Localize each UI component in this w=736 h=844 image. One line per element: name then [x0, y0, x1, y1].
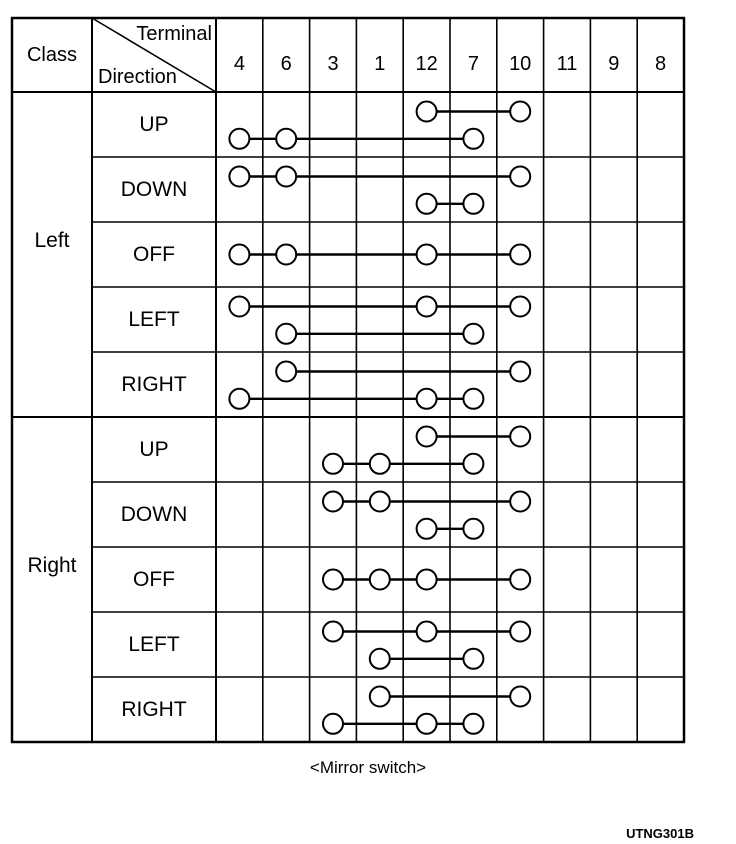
terminal-node-7	[463, 194, 483, 214]
terminal-header: Terminal	[136, 23, 212, 45]
terminal-node-4	[229, 167, 249, 187]
terminal-label-6: 6	[280, 53, 292, 75]
terminal-node-4	[229, 245, 249, 265]
connection-group	[417, 427, 531, 447]
terminal-node-12	[417, 102, 437, 122]
terminal-node-1	[370, 492, 390, 512]
class-label-right: Right	[27, 554, 77, 577]
terminal-node-7	[463, 714, 483, 734]
terminal-node-3	[323, 454, 343, 474]
connection-group	[417, 102, 531, 122]
terminal-node-4	[229, 297, 249, 317]
connection-group	[229, 297, 530, 317]
direction-header: Direction	[98, 66, 177, 88]
connection-group	[323, 492, 530, 512]
direction-label: LEFT	[128, 308, 180, 331]
figure-caption: <Mirror switch>	[309, 758, 427, 777]
terminal-node-12	[417, 389, 437, 409]
table-border	[12, 18, 684, 742]
terminal-node-4	[229, 389, 249, 409]
terminal-node-12	[417, 427, 437, 447]
terminal-label-11: 11	[556, 53, 578, 75]
terminal-label-9: 9	[608, 53, 620, 75]
class-header: Class	[26, 44, 78, 66]
terminal-node-1	[370, 687, 390, 707]
direction-label: OFF	[133, 243, 175, 266]
terminal-node-12	[417, 245, 437, 265]
connection-group	[323, 570, 530, 590]
terminal-node-4	[229, 129, 249, 149]
terminal-node-10	[510, 687, 530, 707]
table-headers	[27, 23, 666, 88]
figure-code: UTNG301B	[626, 826, 694, 841]
connection-group	[229, 167, 530, 187]
terminal-node-3	[323, 570, 343, 590]
direction-label: DOWN	[120, 503, 188, 526]
terminal-node-10	[510, 245, 530, 265]
direction-label: DOWN	[120, 178, 188, 201]
terminal-node-7	[463, 454, 483, 474]
terminal-label-1: 1	[374, 53, 386, 75]
terminal-node-10	[510, 622, 530, 642]
direction-label: LEFT	[128, 633, 180, 656]
terminal-node-7	[463, 129, 483, 149]
terminal-node-6	[276, 129, 296, 149]
terminal-node-7	[463, 649, 483, 669]
terminal-label-10: 10	[509, 53, 532, 75]
table-grid	[12, 18, 684, 742]
terminal-node-1	[370, 454, 390, 474]
terminal-label-4: 4	[233, 53, 245, 75]
terminal-node-3	[323, 622, 343, 642]
connection-group	[323, 622, 530, 642]
terminal-node-6	[276, 245, 296, 265]
direction-label: RIGHT	[121, 698, 187, 721]
terminal-node-3	[323, 714, 343, 734]
terminal-node-7	[463, 324, 483, 344]
terminal-node-10	[510, 570, 530, 590]
terminal-node-12	[417, 519, 437, 539]
direction-label: UP	[139, 438, 169, 461]
terminal-node-10	[510, 427, 530, 447]
connection-group	[276, 324, 483, 344]
terminal-node-6	[276, 362, 296, 382]
terminal-node-7	[463, 519, 483, 539]
terminal-node-10	[510, 362, 530, 382]
terminal-node-3	[323, 492, 343, 512]
direction-label: OFF	[133, 568, 175, 591]
terminal-node-7	[463, 389, 483, 409]
class-label-left: Left	[34, 229, 70, 252]
terminal-label-8: 8	[655, 53, 667, 75]
direction-label: UP	[139, 113, 169, 136]
terminal-node-12	[417, 194, 437, 214]
terminal-node-12	[417, 570, 437, 590]
terminal-node-10	[510, 492, 530, 512]
terminal-label-7: 7	[467, 53, 479, 75]
terminal-node-6	[276, 167, 296, 187]
terminal-label-12: 12	[415, 53, 438, 75]
terminal-node-12	[417, 622, 437, 642]
terminal-node-1	[370, 570, 390, 590]
terminal-node-6	[276, 324, 296, 344]
terminal-node-10	[510, 297, 530, 317]
terminal-node-12	[417, 714, 437, 734]
direction-label: RIGHT	[121, 373, 187, 396]
terminal-node-10	[510, 102, 530, 122]
connection-group	[229, 245, 530, 265]
terminal-node-12	[417, 297, 437, 317]
terminal-node-10	[510, 167, 530, 187]
terminal-node-1	[370, 649, 390, 669]
connection-group	[370, 649, 484, 669]
terminal-label-3: 3	[327, 53, 339, 75]
